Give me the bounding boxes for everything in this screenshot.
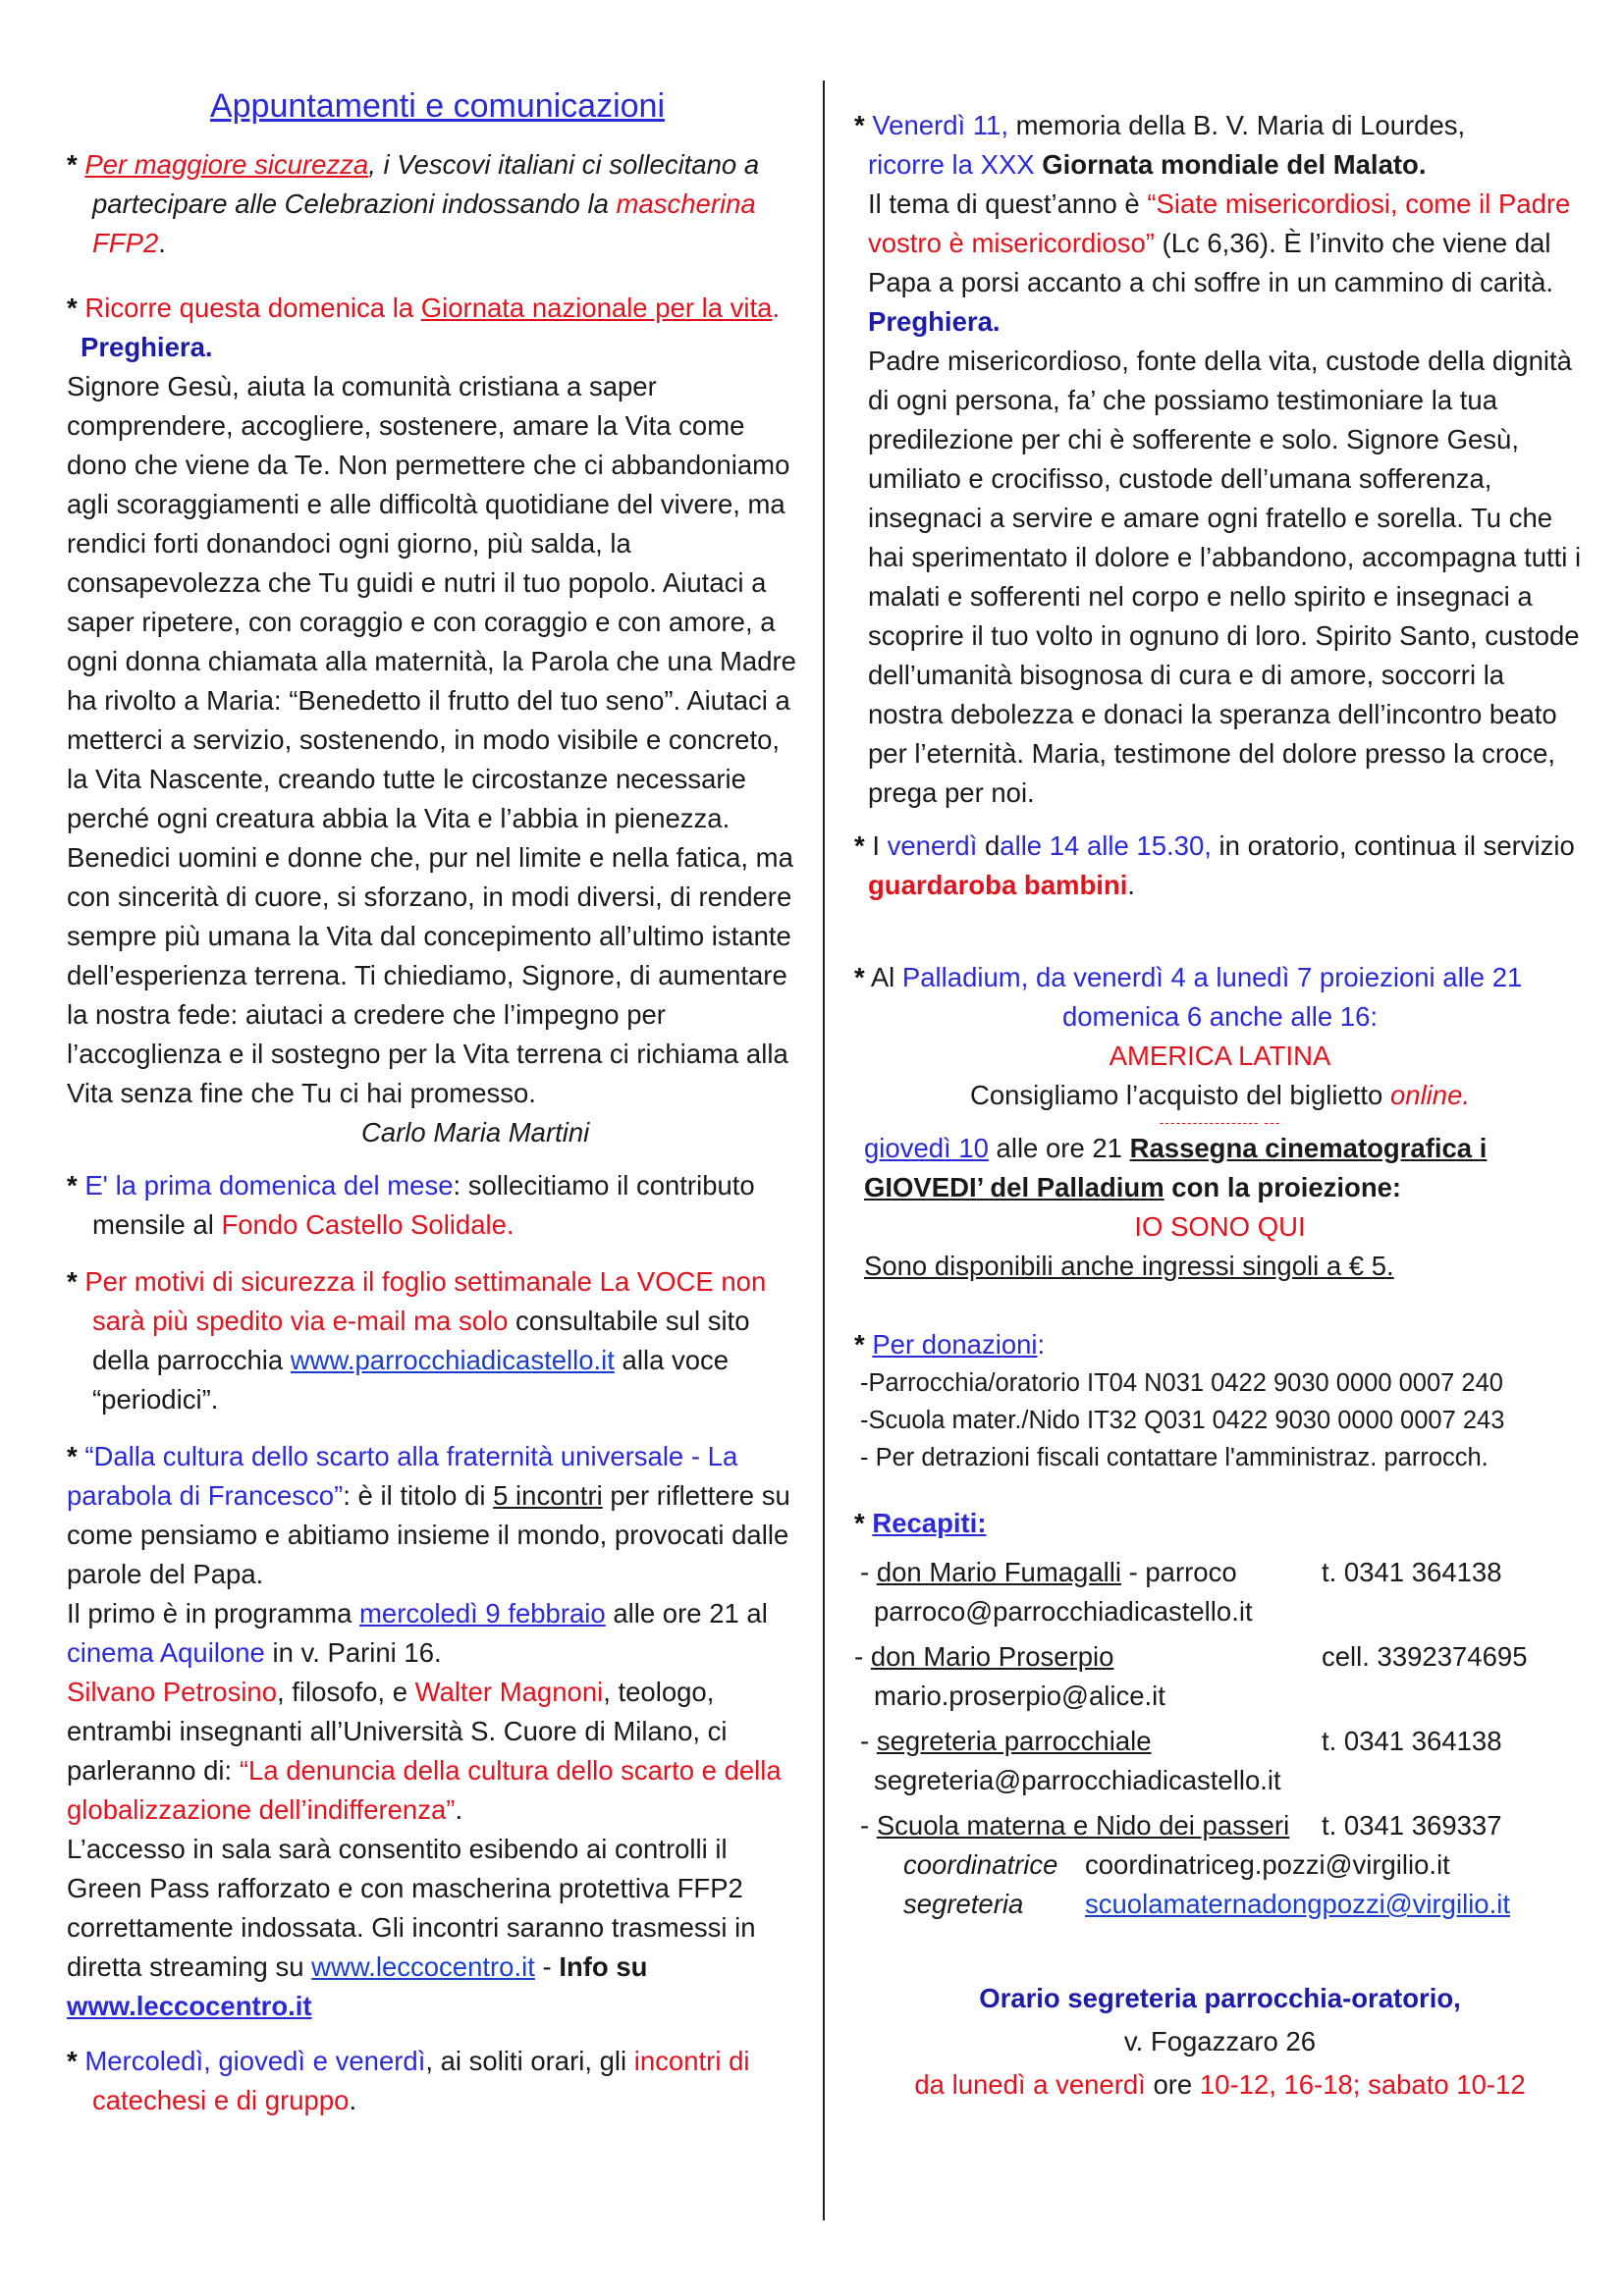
malato-tema: Il tema di quest’anno è “Siate misericordiosi, come il Padre vostro è misericordioso” (Lc 6,36). È l’invito che viene dal Papa a porsi accanto a chi soffre in un cammino di carità. xyxy=(868,188,1571,297)
film-america-latina: AMERICA LATINA xyxy=(1109,1041,1331,1071)
vita-link[interactable]: Giornata nazionale per la vita xyxy=(420,293,773,323)
email-segreteria[interactable]: segreteria@parrocchiadicastello.it xyxy=(874,1765,1281,1795)
rassegna-notice: giovedì 10 alle ore 21 Rassegna cinematografica i GIOVEDI’ del Palladium con la proiezione: xyxy=(864,1133,1488,1202)
mask-link[interactable]: Per maggiore sicurezza xyxy=(84,149,369,180)
column-divider xyxy=(823,80,825,2220)
contact-proserpio: - don Mario Proserpio cell. 3392374695 mario.proserpio@alice.it xyxy=(854,1637,1586,1716)
donazioni-label: * Per donazioni: xyxy=(854,1329,1046,1360)
incontri-access: L’accesso in sala sarà consentito esibendo ai controlli il Green Pass rafforzato e con mascherina protettiva FFP2 correttamente indossata. Gli incontri saranno trasmessi in diretta streaming su www.leccocentro.it - Info su www.leccocentro.it xyxy=(67,1834,756,2021)
vita-prayer-label: Preghiera. xyxy=(81,332,213,362)
contact-scuola: - Scuola materna e Nido dei passeri t. 0341 369337 coordinatrice coordinatriceg.pozzi@virgilio.it segreteria scuolamaternadongpozzi@virgilio.it xyxy=(860,1810,1510,1919)
donazioni-line: -Parrocchia/oratorio IT04 N031 0422 9030 0000 0007 240 xyxy=(860,1369,1503,1397)
leccocentro-link[interactable]: www.leccocentro.it xyxy=(311,1951,535,1982)
right-column xyxy=(854,106,1586,2105)
email-fumagalli[interactable]: parroco@parrocchiadicastello.it xyxy=(874,1596,1253,1627)
contact-fumagalli: - don Mario Fumagalli - parroco t. 0341 364138 parroco@parrocchiadicastello.it xyxy=(854,1553,1586,1631)
ingressi-singoli: Sono disponibili anche ingressi singoli a € 5. xyxy=(864,1251,1394,1281)
guardaroba-notice: * I venerdì dalle 14 alle 15.30, in oratorio, continua il servizio guardaroba bambini. xyxy=(854,830,1575,900)
incontri-speakers: Silvano Petrosino, filosofo, e Walter Magnoni, teologo, entrambi insegnanti all’Università S. Cuore di Milano, ci parleranno di: “La denuncia della cultura dello scarto e della globalizzazione dell’indifferenza”. xyxy=(67,1677,782,1825)
mask-notice: * Per maggiore sicurezza, i Vescovi italiani ci sollecitano a partecipare alle Celebrazioni indossando la mascherina FFP2. xyxy=(67,149,760,258)
page-title: Appuntamenti e comunicazioni xyxy=(209,87,666,125)
email-proserpio[interactable]: mario.proserpio@alice.it xyxy=(874,1681,1165,1711)
separator-dashes: ------------------ --- xyxy=(1159,1114,1281,1130)
signature: Carlo Maria Martini xyxy=(361,1117,590,1148)
vita-notice: * Ricorre questa domenica la Giornata nazionale per la vita. xyxy=(67,293,781,323)
left-column xyxy=(67,80,808,2120)
palladium-sunday: domenica 6 anche alle 16: xyxy=(1061,1001,1379,1032)
voce-notice: * Per motivi di sicurezza il foglio settimanale La VOCE non sarà più spedito via e-mail ma solo consultabile sul sito della parrocchia www.parrocchiadicastello.it alla voce “periodici”. xyxy=(67,1266,767,1415)
email-coordinatrice[interactable]: coordinatriceg.pozzi@virgilio.it xyxy=(1085,1849,1450,1880)
palladium-ticket: Consigliamo l’acquisto del biglietto online. xyxy=(969,1080,1471,1110)
leccocentro-info-link[interactable]: www.leccocentro.it xyxy=(67,1991,312,2021)
email-scuola[interactable]: scuolamaternadongpozzi@virgilio.it xyxy=(1085,1889,1510,1919)
donazioni-line: - Per detrazioni fiscali contattare l'amministraz. parrocch. xyxy=(860,1444,1489,1471)
palladium-notice: * Al Palladium, da venerdì 4 a lunedì 7 proiezioni alle 21 xyxy=(854,962,1523,992)
orario-hours: da lunedì a venerdì ore 10-12, 16-18; sabato 10-12 xyxy=(914,2069,1526,2100)
vita-prayer: Signore Gesù, aiuta la comunità cristiana a saper comprendere, accogliere, sostenere, amare la Vita come dono che viene da Te. Non permettere che ci abbandoniamo agli scoraggiamenti e alle difficoltà quotidiane del vivere, ma rendici forti donandoci ogni giorno, più salda, la consapevolezza che Tu guidi e nutri il tuo popolo. Aiutaci a saper ripetere, con coraggio e con coraggio e con amore, a ogni donna chiamata alla maternità, la Parola che una Madre ha rivolto a Maria: “Benedetto il frutto del tuo seno”. Aiutaci a metterci a servizio, sostenendo, in modo visibile e concreto, la Vita Nascente, creando tutte le circostanze necessarie perché ogni creatura abbia la Vita e l’abbia in pienezza. Benedici uomini e donne che, pur nel limite e nella fatica, ma con sincerità di cuore, si sforzano, in modi diversi, di rendere sempre più umana la Vita dal concepimento all’ultimo istante dell’esperienza terrena. Ti chiediamo, Signore, di aumentare la nostra fede: aiutaci a credere che l’impegno per l’accoglienza e il sostegno per la Vita terrena ci richiama alla Vita senza fine che Tu ci hai promesso.Carlo Maria Martini xyxy=(67,367,808,1152)
malato-prayer: Padre misericordioso, fonte della vita, custode della dignità di ogni persona, fa’ che possiamo testimoniare la tua predilezione per chi è sofferente e solo. Signore Gesù, umiliato e crocifisso, custode dell’umana sofferenza, insegnaci a servire e amare ogni fratello e sorella. Tu che hai sperimentato il dolore e l’abbandono, accompagna tutti i malati e sofferenti nel corpo e nello spirito e insegnaci a scoprire il tuo volto in ognuno di loro. Spirito Santo, custode dell’umanità bisognosa di cura e di amore, soccorri la nostra debolezza e donaci la speranza dell’incontro beato per l’eternità. Maria, testimone del dolore presso la croce, prega per noi. xyxy=(868,346,1582,808)
parrocchia-link[interactable]: www.parrocchiadicastello.it xyxy=(290,1345,615,1375)
film-io-sono-qui: IO SONO QUI xyxy=(1134,1211,1306,1242)
orario-title: Orario segreteria parrocchia-oratorio, xyxy=(979,1983,1461,2013)
incontri-first: Il primo è in programma mercoledì 9 febbraio alle ore 21 al cinema Aquilone in v. Parini 16. xyxy=(67,1598,768,1668)
donazioni-line: -Scuola mater./Nido IT32 Q031 0422 9030 0000 0007 243 xyxy=(860,1407,1505,1434)
catechesi-notice: * Mercoledì, giovedì e venerdì, ai soliti orari, gli incontri di catechesi e di gruppo. xyxy=(67,2046,750,2115)
malato-notice: * Venerdì 11, memoria della B. V. Maria di Lourdes, xyxy=(854,110,1466,140)
fondo-notice: * E' la prima domenica del mese: sollecitiamo il contributo mensile al Fondo Castello Solidale. xyxy=(67,1170,755,1240)
orario-address: v. Fogazzaro 26 xyxy=(1123,2026,1317,2056)
malato-title: ricorre la XXX Giornata mondiale del Malato. xyxy=(868,149,1427,180)
malato-prayer-label: Preghiera. xyxy=(868,306,1001,337)
contact-segreteria: - segreteria parrocchiale t. 0341 364138 segreteria@parrocchiadicastello.it xyxy=(854,1722,1586,1800)
incontri-notice: * “Dalla cultura dello scarto alla fraternità universale - La parabola di Francesco”: è il titolo di 5 incontri per riflettere su come pensiamo e abitiamo insieme il mondo, provocati dalle parole del Papa. xyxy=(67,1441,790,1589)
recapiti-label: * Recapiti: xyxy=(854,1508,987,1538)
